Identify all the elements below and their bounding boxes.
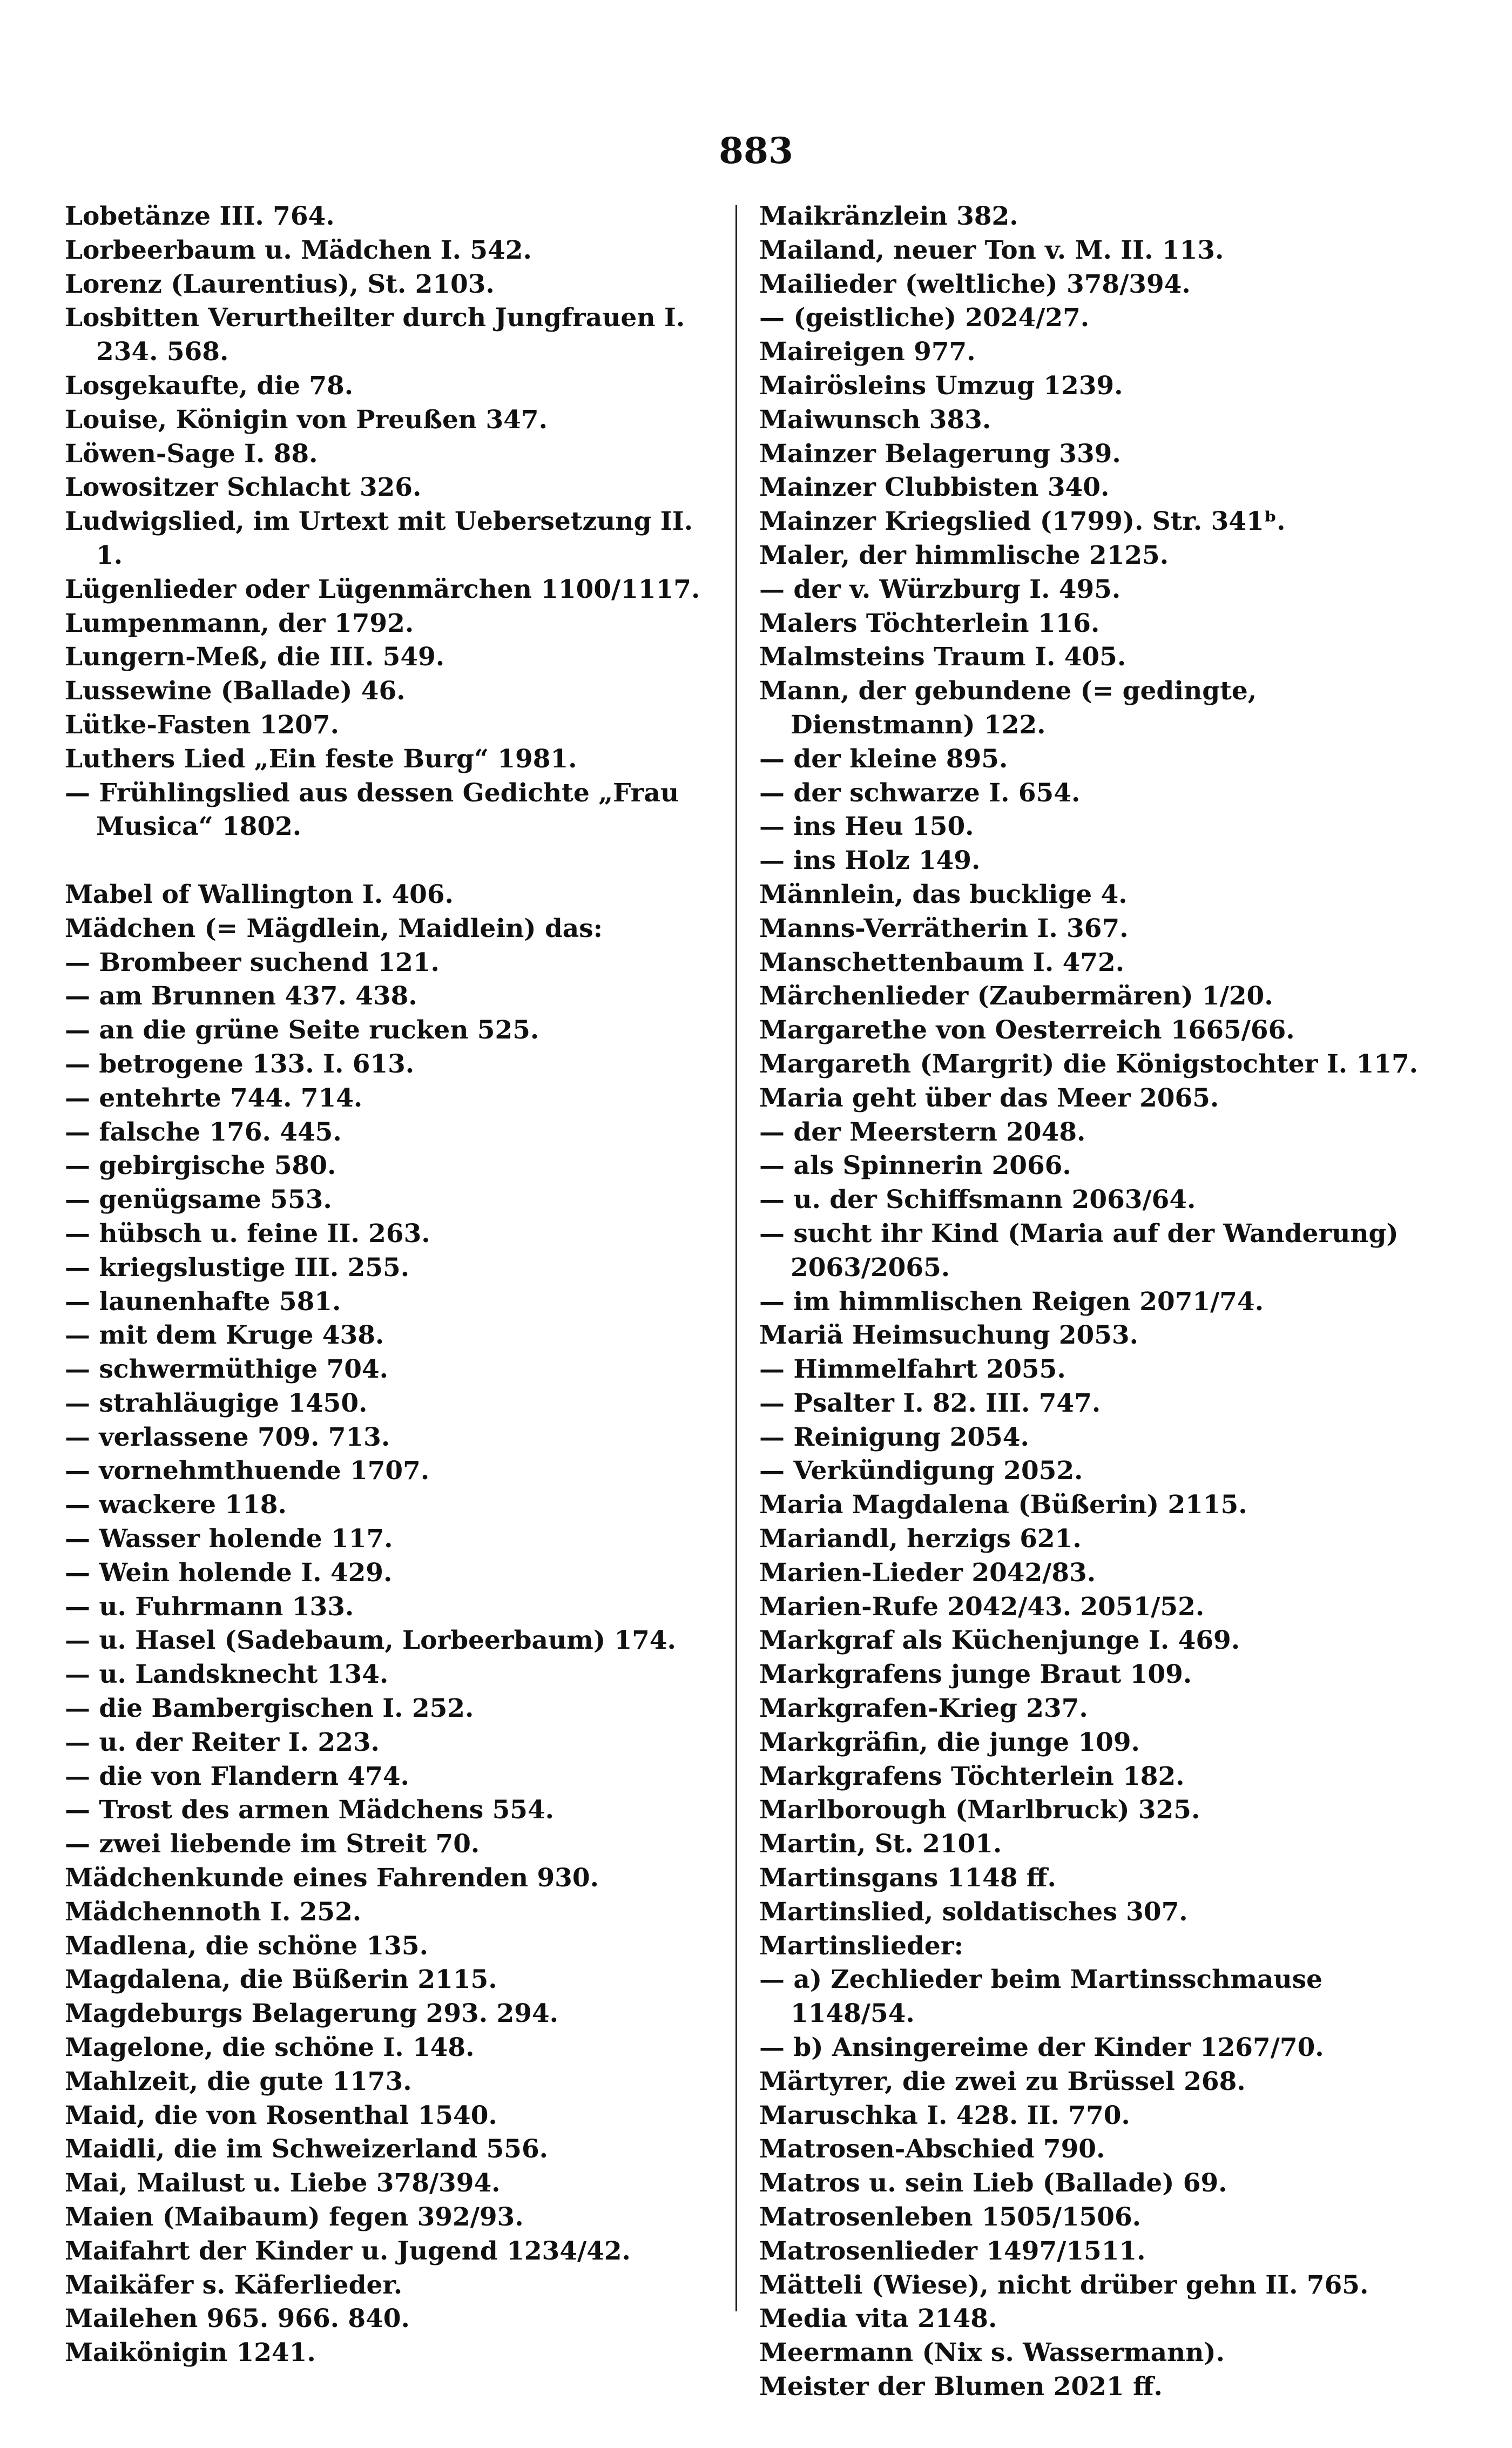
index-entry: Marien-Rufe 2042/43. 2051/52. bbox=[759, 1591, 1205, 1622]
index-entry: Manns-Verrätherin I. 367. bbox=[759, 913, 1129, 943]
section-gap bbox=[65, 844, 713, 878]
index-entry: — b) Ansingereime der Kinder 1267/70. bbox=[759, 2033, 1324, 2063]
index-entry: Lungern-Meß, die III. 549. bbox=[65, 642, 445, 672]
index-column-right bbox=[759, 200, 1429, 2404]
index-entry: Markgrafens Töchterlein 182. bbox=[759, 1761, 1185, 1791]
index-entry: — Frühlingslied aus dessen Gedichte „Frau Musica“ 1802. bbox=[65, 778, 679, 842]
column-divider bbox=[735, 205, 737, 2311]
index-entry: Mai, Mailust u. Liebe 378/394. bbox=[65, 2168, 501, 2199]
index-entry: Marien-Lieder 2042/83. bbox=[759, 1557, 1096, 1588]
index-entry: — Himmelfahrt 2055. bbox=[759, 1354, 1066, 1385]
index-entry: — u. Fuhrmann 133. bbox=[65, 1591, 354, 1622]
index-entry: Malmsteins Traum I. 405. bbox=[759, 642, 1126, 672]
index-entry: Maifahrt der Kinder u. Jugend 1234/42. bbox=[65, 2236, 631, 2266]
index-entry: Maidli, die im Schweizerland 556. bbox=[65, 2134, 549, 2164]
index-entry: Madlena, die schöne 135. bbox=[65, 1931, 428, 1961]
index-entry: Mädchennoth I. 252. bbox=[65, 1897, 362, 1927]
index-entry: Mainzer Clubbisten 340. bbox=[759, 473, 1110, 503]
index-entry: — falsche 176. 445. bbox=[65, 1117, 342, 1147]
index-entry: — am Brunnen 437. 438. bbox=[65, 981, 417, 1011]
index-entry: — Verkündigung 2052. bbox=[759, 1456, 1083, 1486]
index-entry: Luthers Lied „Ein feste Burg“ 1981. bbox=[65, 744, 577, 774]
index-entry: Losbitten Verurtheilter durch Jungfrauen I. 234. 568. bbox=[65, 303, 685, 367]
index-entry: Media vita 2148. bbox=[759, 2304, 997, 2334]
index-entry: Mabel of Wallington I. 406. bbox=[65, 879, 454, 909]
index-entry: Losgekaufte, die 78. bbox=[65, 370, 354, 401]
index-entry: — vornehmthuende 1707. bbox=[65, 1456, 430, 1486]
index-entry: — schwermüthige 704. bbox=[65, 1354, 388, 1385]
index-entry: — der Meerstern 2048. bbox=[759, 1117, 1086, 1147]
page-number: 883 bbox=[719, 130, 793, 172]
index-entry: — ins Holz 149. bbox=[759, 846, 981, 876]
index-entry: Magelone, die schöne I. 148. bbox=[65, 2033, 475, 2063]
index-entry: Matrosenleben 1505/1506. bbox=[759, 2202, 1142, 2233]
index-entry: Manschettenbaum I. 472. bbox=[759, 947, 1125, 977]
index-entry: Mairösleins Umzug 1239. bbox=[759, 370, 1123, 401]
index-entry: Lowositzer Schlacht 326. bbox=[65, 473, 422, 503]
index-entry: Maiwunsch 383. bbox=[759, 404, 991, 435]
index-entry: — sucht ihr Kind (Maria auf der Wanderung) 2063/2065. bbox=[759, 1218, 1399, 1283]
index-entry: — Trost des armen Mädchens 554. bbox=[65, 1795, 555, 1825]
index-entry: Matrosen-Abschied 790. bbox=[759, 2134, 1105, 2164]
index-entry: Mainzer Kriegslied (1799). Str. 341ᵇ. bbox=[759, 507, 1286, 537]
index-entry: Lobetänze III. 764. bbox=[65, 201, 335, 231]
index-entry: Mainzer Belagerung 339. bbox=[759, 439, 1121, 469]
index-entry: Männlein, das bucklige 4. bbox=[759, 879, 1128, 909]
index-entry: Lorbeerbaum u. Mädchen I. 542. bbox=[65, 235, 532, 265]
index-entry: Mädchenkunde eines Fahrenden 930. bbox=[65, 1863, 599, 1893]
index-entry: — als Spinnerin 2066. bbox=[759, 1151, 1071, 1181]
index-entry: — u. Hasel (Sadebaum, Lorbeerbaum) 174. bbox=[65, 1626, 676, 1656]
index-entry: — Reinigung 2054. bbox=[759, 1422, 1029, 1452]
index-entry: — betrogene 133. I. 613. bbox=[65, 1049, 415, 1079]
index-entry: Maler, der himmlische 2125. bbox=[759, 540, 1169, 570]
index-entry: Mailehen 965. 966. 840. bbox=[65, 2304, 410, 2334]
index-entry: Mailand, neuer Ton v. M. II. 113. bbox=[759, 235, 1224, 265]
index-entry: — mit dem Kruge 438. bbox=[65, 1320, 384, 1351]
index-entry: — (geistliche) 2024/27. bbox=[759, 303, 1090, 333]
index-entry: — die Bambergischen I. 252. bbox=[65, 1694, 474, 1724]
index-entry: Lütke-Fasten 1207. bbox=[65, 710, 339, 740]
index-entry: Löwen-Sage I. 88. bbox=[65, 439, 318, 469]
index-entry: Maireigen 977. bbox=[759, 337, 976, 367]
index-entry: — an die grüne Seite rucken 525. bbox=[65, 1015, 539, 1046]
index-entry: Lumpenmann, der 1792. bbox=[65, 608, 414, 638]
index-entry: — a) Zechlieder beim Martinsschmause 1148/54. bbox=[759, 1965, 1323, 2029]
index-entry: Maien (Maibaum) fegen 392/93. bbox=[65, 2202, 524, 2233]
index-entry: — hübsch u. feine II. 263. bbox=[65, 1218, 430, 1249]
index-entry: Maikränzlein 382. bbox=[759, 201, 1018, 231]
index-entry: Marlborough (Marlbruck) 325. bbox=[759, 1795, 1200, 1825]
index-entry: Matrosenlieder 1497/1511. bbox=[759, 2236, 1146, 2266]
index-entry: — wackere 118. bbox=[65, 1490, 287, 1520]
index-entry: — die von Flandern 474. bbox=[65, 1761, 409, 1791]
index-entry: Meister der Blumen 2021 ff. bbox=[759, 2372, 1163, 2402]
index-entry: Magdalena, die Büßerin 2115. bbox=[65, 1965, 497, 1995]
index-entry: Maid, die von Rosenthal 1540. bbox=[65, 2100, 497, 2130]
index-entry: Margarethe von Oesterreich 1665/66. bbox=[759, 1015, 1295, 1046]
index-entry: Markgräfin, die junge 109. bbox=[759, 1727, 1140, 1757]
index-entry: Maikäfer s. Käferlieder. bbox=[65, 2270, 403, 2300]
index-entry: Meermann (Nix s. Wassermann). bbox=[759, 2338, 1225, 2368]
index-entry: Mariandl, herzigs 621. bbox=[759, 1524, 1082, 1554]
index-entry: — Psalter I. 82. III. 747. bbox=[759, 1388, 1101, 1418]
index-entry: Mariä Heimsuchung 2053. bbox=[759, 1320, 1138, 1351]
index-entry: — gebirgische 580. bbox=[65, 1151, 336, 1181]
index-entry: Mann, der gebundene (= gedingte, Dienstmann) 122. bbox=[759, 676, 1257, 740]
index-entry: Märchenlieder (Zaubermären) 1/20. bbox=[759, 981, 1273, 1011]
index-entry: — zwei liebende im Streit 70. bbox=[65, 1829, 480, 1859]
index-entry: Louise, Königin von Preußen 347. bbox=[65, 404, 548, 435]
index-entry: — Brombeer suchend 121. bbox=[65, 947, 440, 977]
index-entry: Märtyrer, die zwei zu Brüssel 268. bbox=[759, 2066, 1246, 2096]
index-entry: Martinslieder: bbox=[759, 1931, 963, 1961]
index-entry: — u. der Schiffsmann 2063/64. bbox=[759, 1185, 1196, 1215]
index-entry: — Wein holende I. 429. bbox=[65, 1557, 393, 1588]
index-entry: Markgrafen-Krieg 237. bbox=[759, 1694, 1088, 1724]
index-entry: — entehrte 744. 714. bbox=[65, 1083, 363, 1113]
index-entry: — u. der Reiter I. 223. bbox=[65, 1727, 380, 1757]
index-entry: Markgraf als Küchenjunge I. 469. bbox=[759, 1626, 1240, 1656]
index-entry: Maria geht über das Meer 2065. bbox=[759, 1083, 1219, 1113]
index-entry: Mätteli (Wiese), nicht drüber gehn II. 765. bbox=[759, 2270, 1369, 2300]
index-entry: — der kleine 895. bbox=[759, 744, 1008, 774]
index-entry: — ins Heu 150. bbox=[759, 812, 974, 842]
index-entry: — genügsame 553. bbox=[65, 1185, 332, 1215]
index-entry: Mahlzeit, die gute 1173. bbox=[65, 2066, 412, 2096]
index-column-left bbox=[65, 200, 713, 2370]
index-entry: — strahläugige 1450. bbox=[65, 1388, 368, 1418]
index-entry: Markgrafens junge Braut 109. bbox=[759, 1660, 1192, 1690]
index-entry: — verlassene 709. 713. bbox=[65, 1422, 390, 1452]
index-entry: — kriegslustige III. 255. bbox=[65, 1252, 410, 1283]
index-entry: — der schwarze I. 654. bbox=[759, 778, 1081, 808]
index-entry: — launenhafte 581. bbox=[65, 1286, 341, 1317]
index-entry: Magdeburgs Belagerung 293. 294. bbox=[65, 1999, 558, 2029]
index-entry: Martinsgans 1148 ff. bbox=[759, 1863, 1056, 1893]
index-entry: — u. Landsknecht 134. bbox=[65, 1660, 389, 1690]
index-entry: Matros u. sein Lieb (Ballade) 69. bbox=[759, 2168, 1227, 2199]
index-entry: Malers Töchterlein 116. bbox=[759, 608, 1100, 638]
index-entry: — im himmlischen Reigen 2071/74. bbox=[759, 1286, 1264, 1317]
index-entry: Ludwigslied, im Urtext mit Uebersetzung II. 1. bbox=[65, 507, 693, 570]
index-entry: — Wasser holende 117. bbox=[65, 1524, 393, 1554]
index-entry: Mädchen (= Mägdlein, Maidlein) das: bbox=[65, 913, 603, 943]
index-entry: Martinslied, soldatisches 307. bbox=[759, 1897, 1188, 1927]
index-entry: Martin, St. 2101. bbox=[759, 1829, 1002, 1859]
index-entry: Margareth (Margrit) die Königstochter I. 117. bbox=[759, 1049, 1419, 1079]
index-entry: Lügenlieder oder Lügenmärchen 1100/1117. bbox=[65, 574, 700, 604]
index-entry: Maria Magdalena (Büßerin) 2115. bbox=[759, 1490, 1247, 1520]
index-entry: Lorenz (Laurentius), St. 2103. bbox=[65, 269, 495, 299]
index-entry: Mailieder (weltliche) 378/394. bbox=[759, 269, 1191, 299]
index-entry: Maruschka I. 428. II. 770. bbox=[759, 2100, 1130, 2130]
index-entry: — der v. Würzburg I. 495. bbox=[759, 574, 1121, 604]
index-entry: Lussewine (Ballade) 46. bbox=[65, 676, 406, 706]
index-entry: Maikönigin 1241. bbox=[65, 2338, 316, 2368]
